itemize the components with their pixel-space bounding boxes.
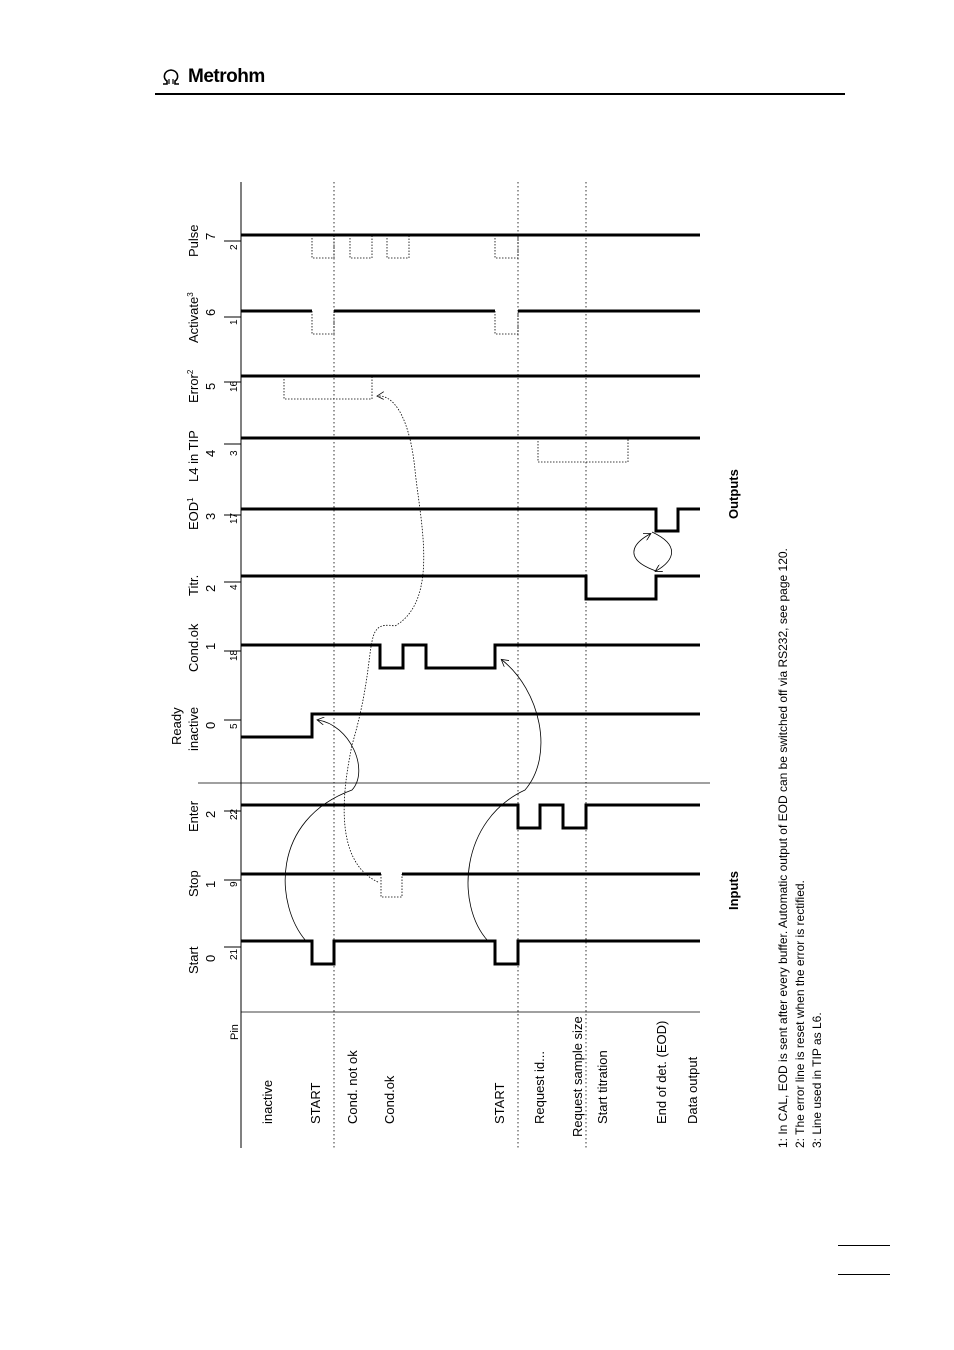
signal-number: 4 xyxy=(203,449,218,457)
pin-number: 1 xyxy=(229,319,240,325)
signal-name-text: Error xyxy=(186,374,201,403)
state-label: Data output xyxy=(685,1056,700,1124)
brand-name: Metrohm xyxy=(188,66,265,87)
signal-name-line1: Ready xyxy=(169,707,184,745)
optional-pulse-3 xyxy=(387,235,409,258)
signal-name: Stop xyxy=(186,870,201,897)
input-start-header xyxy=(186,946,240,974)
state-label: START xyxy=(308,1082,323,1124)
pin-number: 21 xyxy=(229,948,240,960)
arrow-start-to-condok xyxy=(468,660,541,941)
signal-name xyxy=(186,292,201,343)
signal-number: 3 xyxy=(203,512,218,520)
signal-name: Pulse xyxy=(186,224,201,257)
output-l4-header xyxy=(186,430,240,482)
corner-rule-bottom xyxy=(838,1274,890,1275)
waveform-eod xyxy=(241,509,700,531)
footnotes xyxy=(776,548,824,1148)
optional-pulse-1 xyxy=(312,235,334,258)
pin-number: 16 xyxy=(229,380,240,392)
optional-pulse-2 xyxy=(350,235,372,258)
signal-number: 7 xyxy=(203,232,218,240)
signal-number: 6 xyxy=(203,308,218,316)
output-eod-header xyxy=(186,497,240,530)
footnote-3: 3: Line used in TIP as L6. xyxy=(810,1012,824,1148)
signal-name xyxy=(186,369,201,403)
pin-number: 3 xyxy=(229,450,240,456)
pin-header: Pin xyxy=(229,1024,241,1040)
state-labels xyxy=(260,1016,700,1137)
pin-number: 18 xyxy=(229,649,240,661)
pin-number: 22 xyxy=(229,808,240,820)
input-enter-header xyxy=(186,800,240,832)
state-label: inactive xyxy=(260,1079,275,1124)
signal-name: Cond.ok xyxy=(186,623,201,672)
state-label: Cond. not ok xyxy=(345,1050,360,1124)
diagram-frame xyxy=(198,182,710,1148)
waveform-ready xyxy=(241,714,700,737)
signal-name-text: Activate xyxy=(186,296,201,343)
waveform-titr xyxy=(241,576,700,599)
footnote-marker: 2 xyxy=(186,369,195,375)
signal-number: 5 xyxy=(203,382,218,390)
signal-name-line2: inactive xyxy=(186,706,201,751)
pin-number: 2 xyxy=(229,244,240,250)
output-titr-header xyxy=(186,575,240,596)
optional-pulse-4 xyxy=(495,235,518,258)
arrow-eod-to-titr xyxy=(652,532,672,571)
state-label: Request sample size xyxy=(570,1016,585,1137)
signal-name: Enter xyxy=(186,800,201,832)
waveforms xyxy=(241,235,700,964)
optional-activate-pulse xyxy=(312,311,334,334)
arrow-start-to-ready xyxy=(285,720,359,941)
page-corner-marks xyxy=(838,1245,890,1280)
inputs-group-label: Inputs xyxy=(726,871,741,910)
signal-name: Start xyxy=(186,946,201,974)
output-condok-header xyxy=(186,623,240,672)
signal-number: 0 xyxy=(203,721,218,729)
footnote-2: 2: The error line is reset when the error is rectified. xyxy=(793,880,807,1148)
signal-number: 2 xyxy=(203,810,218,818)
optional-stop-pulse xyxy=(381,874,402,897)
outputs-group-label: Outputs xyxy=(726,469,741,519)
waveform-start xyxy=(241,941,700,964)
state-label: Start titration xyxy=(595,1050,610,1124)
signal-name-text: EOD xyxy=(186,501,201,530)
signal-number: 2 xyxy=(203,584,218,592)
pin-number: 4 xyxy=(229,584,240,590)
corner-rule-top xyxy=(838,1245,890,1246)
pin-tick-marks xyxy=(224,241,241,947)
signal-number: 1 xyxy=(203,880,218,888)
state-label: Request id... xyxy=(532,1051,547,1124)
signal-number: 1 xyxy=(203,642,218,650)
optional-l4-pulse xyxy=(538,438,628,462)
footnote-1: 1: In CAL, EOD is sent after every buffer. Automatic output of EOD can be switched off via RS232, see page 120. xyxy=(776,548,790,1148)
state-label: End of det. (EOD) xyxy=(654,1020,669,1124)
state-label: START xyxy=(492,1082,507,1124)
footnote-marker: 3 xyxy=(186,292,195,297)
output-ready-header xyxy=(169,707,240,751)
waveform-condok xyxy=(241,645,700,668)
signal-name xyxy=(186,497,201,530)
optional-activate-pulse-2 xyxy=(495,311,518,334)
state-label: Cond.ok xyxy=(382,1075,397,1124)
pin-number: 5 xyxy=(229,723,240,729)
arrow-titr-to-eod xyxy=(634,534,656,571)
signal-number: 0 xyxy=(203,954,218,962)
input-stop-header xyxy=(186,870,240,897)
output-error-header xyxy=(186,369,240,403)
optional-error-pulse xyxy=(284,376,372,399)
signal-name: L4 in TIP xyxy=(186,430,201,482)
pin-number: 17 xyxy=(229,512,240,524)
pin-number: 9 xyxy=(229,881,240,887)
signal-name: Titr. xyxy=(186,574,201,596)
footnote-marker: 1 xyxy=(186,497,195,502)
arrow-stop-to-error xyxy=(344,396,424,882)
